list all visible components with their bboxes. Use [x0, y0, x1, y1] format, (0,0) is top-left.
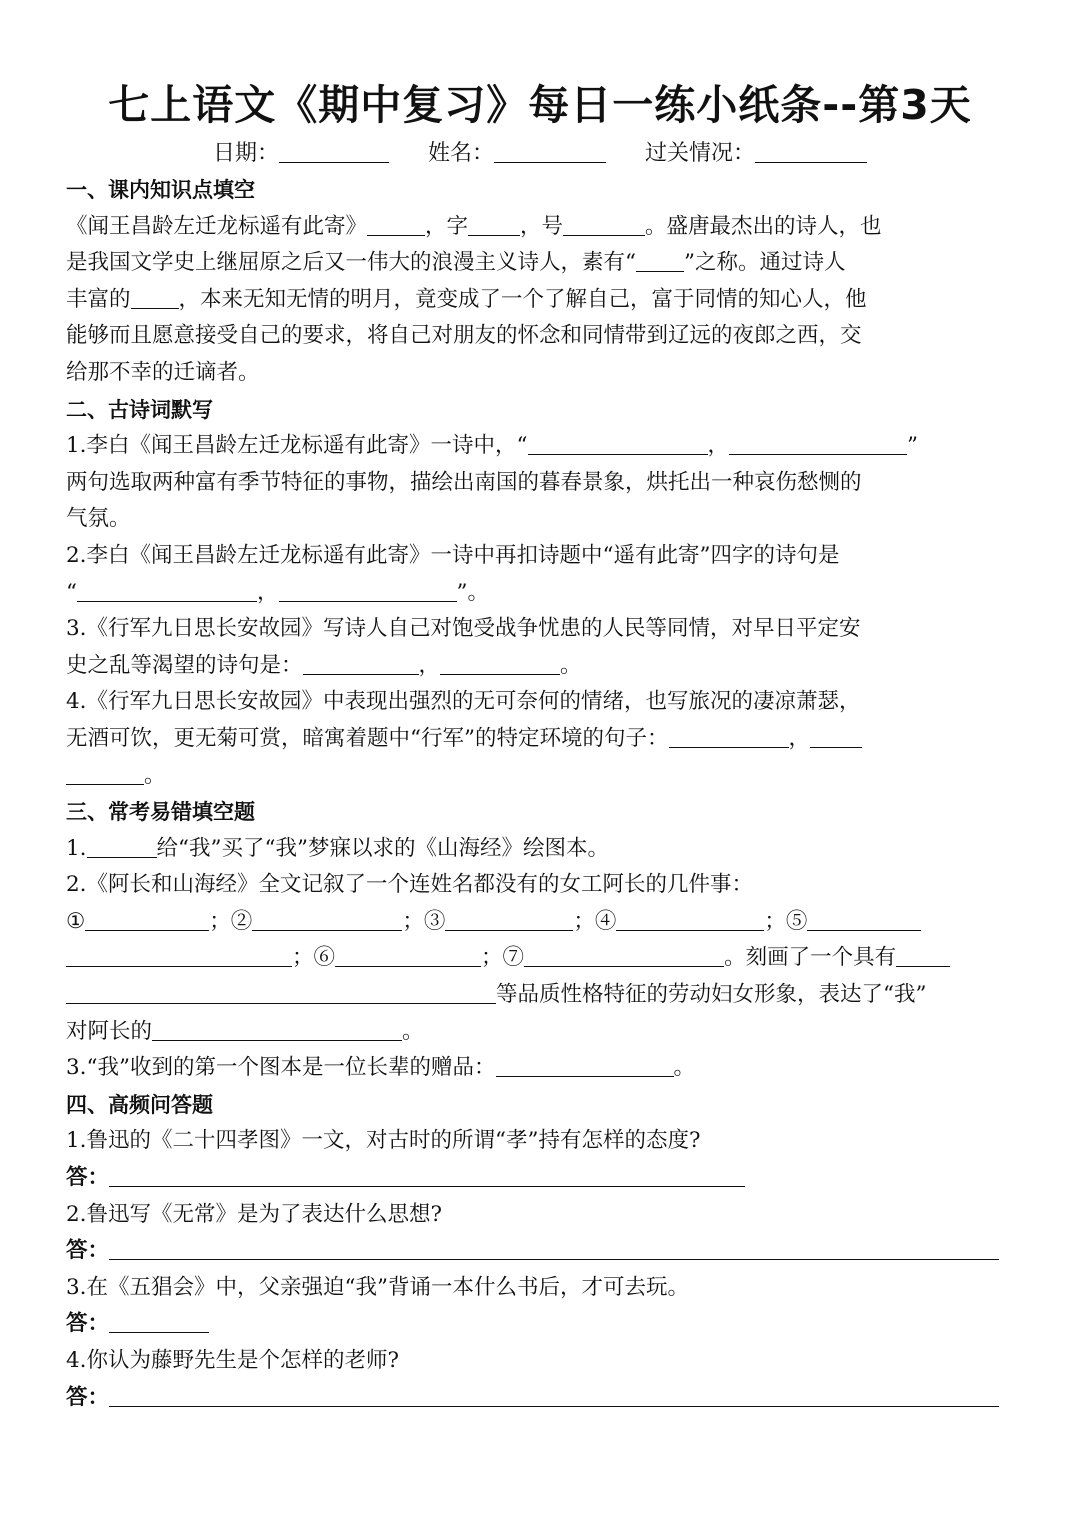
fill-blank[interactable]	[279, 579, 457, 602]
fill-blank[interactable]	[87, 835, 157, 858]
s4-q4: 4.你认为藤野先生是个怎样的老师?	[66, 1348, 400, 1373]
q-text: 。	[144, 762, 166, 788]
fill-blank[interactable]	[152, 1018, 402, 1041]
s1-text: 。盛唐最杰出的诗人，也	[645, 213, 882, 239]
q-text: 1.李白《闻王昌龄左迁龙标遥有此寄》一诗中，“	[66, 433, 528, 459]
s3-events-line-1	[66, 904, 1018, 941]
status-label: 过关情况：	[645, 141, 756, 166]
s3-q2: 2.《阿长和山海经》全文记叙了一个连姓名都没有的女工阿长的几件事：	[66, 872, 754, 898]
answer-blank[interactable]	[109, 1237, 999, 1260]
circled-number: ②	[230, 908, 253, 934]
fill-blank[interactable]	[807, 908, 921, 931]
answer-blank[interactable]	[109, 1310, 209, 1333]
section-heading-1: 一、课内知识点填空	[66, 178, 255, 202]
q-text: ，	[788, 725, 811, 751]
s1-text: ，本来无知无情的明月，竟变成了一个了解自己，富于同情的知心人，他	[178, 286, 867, 312]
fill-blank[interactable]	[468, 213, 520, 236]
fill-blank[interactable]	[669, 725, 789, 748]
fill-blank[interactable]	[303, 652, 419, 675]
s3-events-line-4	[66, 1014, 1018, 1051]
q-text: ，	[418, 652, 441, 678]
circled-number: ④	[594, 908, 617, 934]
date-field[interactable]	[213, 136, 389, 167]
q-text: 给“我”买了“我”梦寐以求的《山海经》绘图本。	[156, 835, 609, 861]
s1-text: ”之称。通过诗人	[684, 250, 846, 276]
q-text: 无酒可饮，更无菊可赏，暗寓着题中“行军”的特定环境的句子：	[66, 725, 669, 751]
fill-blank[interactable]	[335, 944, 481, 967]
fill-blank[interactable]	[636, 249, 684, 272]
worksheet-title: 七上语文《期中复习》每日一练小纸条--第3天	[108, 81, 972, 129]
q-text: “	[66, 579, 77, 605]
s2-q2-line-2	[66, 575, 1018, 612]
fill-blank[interactable]	[810, 725, 862, 748]
s3-events-line-2	[66, 940, 1018, 977]
date-blank[interactable]	[279, 140, 389, 163]
s2-q4-line-1: 4.《行军九日思长安故园》中表现出强烈的无可奈何的情绪，也写旅况的凄凉萧瑟，	[66, 689, 861, 715]
s1-line-5: 给那不幸的迁谪者。	[66, 359, 260, 385]
q-text: 等品质性格特征的劳动妇女形象，表达了“我”	[496, 982, 927, 1008]
circled-number: ③	[423, 908, 446, 934]
separator: ；	[573, 908, 595, 934]
circled-number: ⑦	[502, 945, 525, 971]
s2-q1-line-3: 气氛。	[66, 506, 131, 532]
status-blank[interactable]	[755, 140, 867, 163]
name-field[interactable]	[428, 136, 606, 167]
separator: ；	[481, 945, 503, 971]
answer-row-3	[66, 1306, 1018, 1343]
s1-text: 是我国文学史上继屈原之后又一伟大的浪漫主义诗人，素有“	[66, 250, 636, 276]
name-label: 姓名：	[427, 141, 494, 166]
s3-q1	[66, 831, 1018, 868]
fill-blank[interactable]	[131, 286, 179, 309]
s1-line-2	[66, 245, 1018, 282]
s2-q3-line-1: 3.《行军九日思长安故园》写诗人自己对饱受战争忧患的人民等同情，对早日平定安	[66, 616, 861, 642]
section-heading-3: 三、常考易错填空题	[66, 800, 255, 825]
fill-blank[interactable]	[616, 908, 764, 931]
s1-text: 《闻王昌龄左迁龙标遥有此寄》	[66, 213, 368, 239]
s2-q1-line-2: 两句选取两种富有季节特征的事物，描绘出南国的暮春景象，烘托出一种哀伤愁恻的	[66, 469, 862, 495]
date-label: 日期：	[212, 141, 279, 166]
answer-label: 答：	[66, 1311, 110, 1337]
s4-q3: 3.在《五猖会》中，父亲强迫“我”背诵一本什么书后，才可去玩。	[66, 1274, 689, 1300]
q-text: ，	[257, 579, 279, 605]
s2-q4-line-3	[66, 758, 1018, 795]
answer-row-2	[66, 1233, 1018, 1270]
q-text: 1.	[66, 835, 87, 861]
circled-number: ⑥	[313, 945, 336, 971]
q-text: ”。	[456, 579, 490, 605]
s2-q1-line-1	[66, 428, 1018, 465]
q-text: ”	[907, 433, 919, 459]
answer-label: 答：	[66, 1384, 110, 1410]
answer-label: 答：	[66, 1165, 110, 1191]
fill-blank[interactable]	[445, 908, 573, 931]
s1-text: ，字	[425, 213, 469, 239]
fill-blank[interactable]	[729, 432, 907, 455]
q-text: 。	[560, 652, 582, 678]
s1-line-3	[66, 282, 1018, 319]
separator: ；	[209, 908, 231, 934]
name-blank[interactable]	[494, 140, 606, 163]
s2-q2-line-1: 2.李白《闻王昌龄左迁龙标遥有此寄》一诗中再扣诗题中“遥有此寄”四字的诗句是	[66, 542, 840, 568]
fill-blank[interactable]	[66, 762, 144, 785]
fill-blank[interactable]	[252, 908, 402, 931]
section-heading-2: 二、古诗词默写	[66, 397, 213, 422]
separator: ；	[402, 908, 424, 934]
fill-blank[interactable]	[66, 944, 292, 967]
s4-q1: 1.鲁迅的《二十四孝图》一文，对古时的所谓“孝”持有怎样的态度?	[66, 1128, 701, 1154]
answer-label: 答：	[66, 1238, 110, 1264]
circled-number: ①	[66, 908, 86, 934]
fill-blank[interactable]	[524, 944, 724, 967]
fill-blank[interactable]	[528, 432, 708, 455]
s1-line-4: 能够而且愿意接受自己的要求，将自己对朋友的怀念和同情带到辽远的夜郎之西，交	[66, 323, 862, 349]
q-text: ，	[707, 433, 730, 459]
circled-number: ⑤	[785, 908, 808, 934]
fill-blank[interactable]	[496, 1054, 674, 1077]
fill-blank[interactable]	[66, 981, 496, 1004]
separator: ；	[292, 945, 314, 971]
answer-blank[interactable]	[109, 1384, 999, 1407]
s1-text: ，号	[520, 213, 564, 239]
separator: ；	[764, 908, 786, 934]
q-text: 对阿长的	[66, 1018, 153, 1044]
s4-q2: 2.鲁迅写《无常》是为了表达什么思想?	[66, 1201, 443, 1227]
s2-q4-line-2	[66, 721, 1018, 758]
q-text: 。	[402, 1018, 424, 1044]
fill-blank[interactable]	[563, 213, 645, 236]
s3-q3	[66, 1050, 1018, 1087]
q-text: 。	[673, 1055, 696, 1081]
s1-text: 丰富的	[66, 286, 131, 312]
status-field[interactable]	[645, 136, 867, 167]
q-text: 史之乱等渴望的诗句是：	[66, 652, 303, 678]
fill-blank[interactable]	[440, 652, 560, 675]
answer-blank[interactable]	[109, 1164, 745, 1187]
answer-row-4	[66, 1380, 1018, 1417]
fill-blank[interactable]	[85, 908, 209, 931]
s3-events-line-3	[66, 977, 1018, 1014]
s1-line-1	[66, 209, 1018, 246]
answer-row-1	[66, 1160, 1018, 1197]
q-text: 。刻画了一个具有	[724, 945, 897, 971]
section-heading-4: 四、高频问答题	[66, 1092, 213, 1117]
fill-blank[interactable]	[77, 579, 257, 602]
header-fields	[0, 136, 1080, 167]
q-text: 3.“我”收到的第一个图本是一位长辈的赠品：	[66, 1055, 496, 1081]
s2-q3-line-2	[66, 648, 1018, 685]
worksheet-body	[66, 172, 1018, 1416]
fill-blank[interactable]	[896, 944, 950, 967]
fill-blank[interactable]	[367, 213, 425, 236]
